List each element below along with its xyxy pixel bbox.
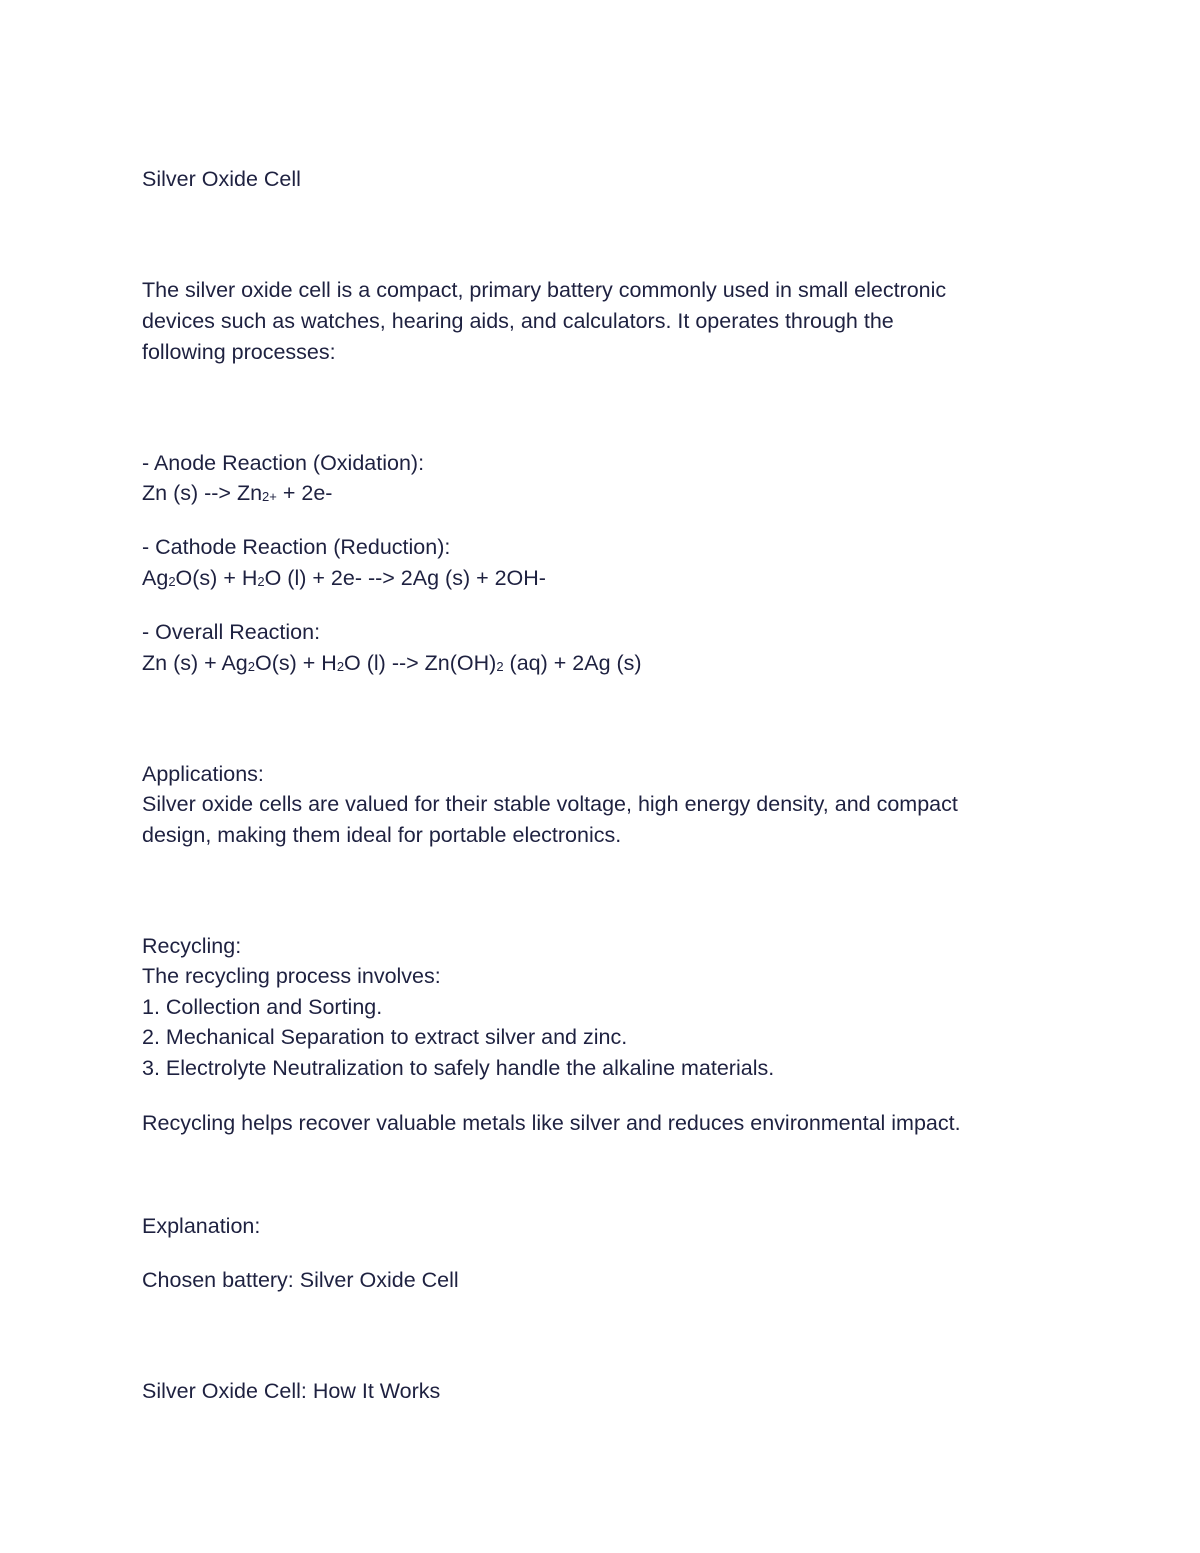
- cathode-heading: - Cathode Reaction (Reduction):: [142, 535, 451, 559]
- explanation-heading: Explanation:: [142, 1214, 261, 1238]
- recycling-intro: The recycling process involves:: [142, 964, 441, 988]
- cathode-equation: Ag2O(s) + H2O (l) + 2e- --> 2Ag (s) + 2OH-: [142, 566, 546, 590]
- recycling-step: 3. Electrolyte Neutralization to safely handle the alkaline materials.: [142, 1056, 775, 1080]
- applications-line-1: Silver oxide cells are valued for their stable voltage, high energy density, and compact: [142, 792, 958, 816]
- applications-line-2: design, making them ideal for portable electronics.: [142, 823, 622, 847]
- applications-heading: Applications:: [142, 762, 264, 786]
- intro-line-2: devices such as watches, hearing aids, and calculators. It operates through the: [142, 309, 894, 333]
- anode-heading: - Anode Reaction (Oxidation):: [142, 451, 425, 475]
- recycling-summary: Recycling helps recover valuable metals like silver and reduces environmental impact.: [142, 1111, 961, 1135]
- intro-line-3: following processes:: [142, 340, 336, 364]
- document-title: Silver Oxide Cell: [142, 167, 301, 191]
- overall-heading: - Overall Reaction:: [142, 620, 321, 644]
- anode-equation: Zn (s) --> Zn2+ + 2e-: [142, 481, 333, 505]
- intro-line-1: The silver oxide cell is a compact, primary battery commonly used in small electronic: [142, 278, 947, 302]
- recycling-step: 2. Mechanical Separation to extract silver and zinc.: [142, 1025, 628, 1049]
- section-title: Silver Oxide Cell: How It Works: [142, 1379, 441, 1403]
- overall-equation: Zn (s) + Ag2O(s) + H2O (l) --> Zn(OH)2 (aq) + 2Ag (s): [142, 651, 642, 675]
- chosen-battery: Chosen battery: Silver Oxide Cell: [142, 1268, 459, 1292]
- recycling-step: 1. Collection and Sorting.: [142, 995, 383, 1019]
- recycling-heading: Recycling:: [142, 934, 242, 958]
